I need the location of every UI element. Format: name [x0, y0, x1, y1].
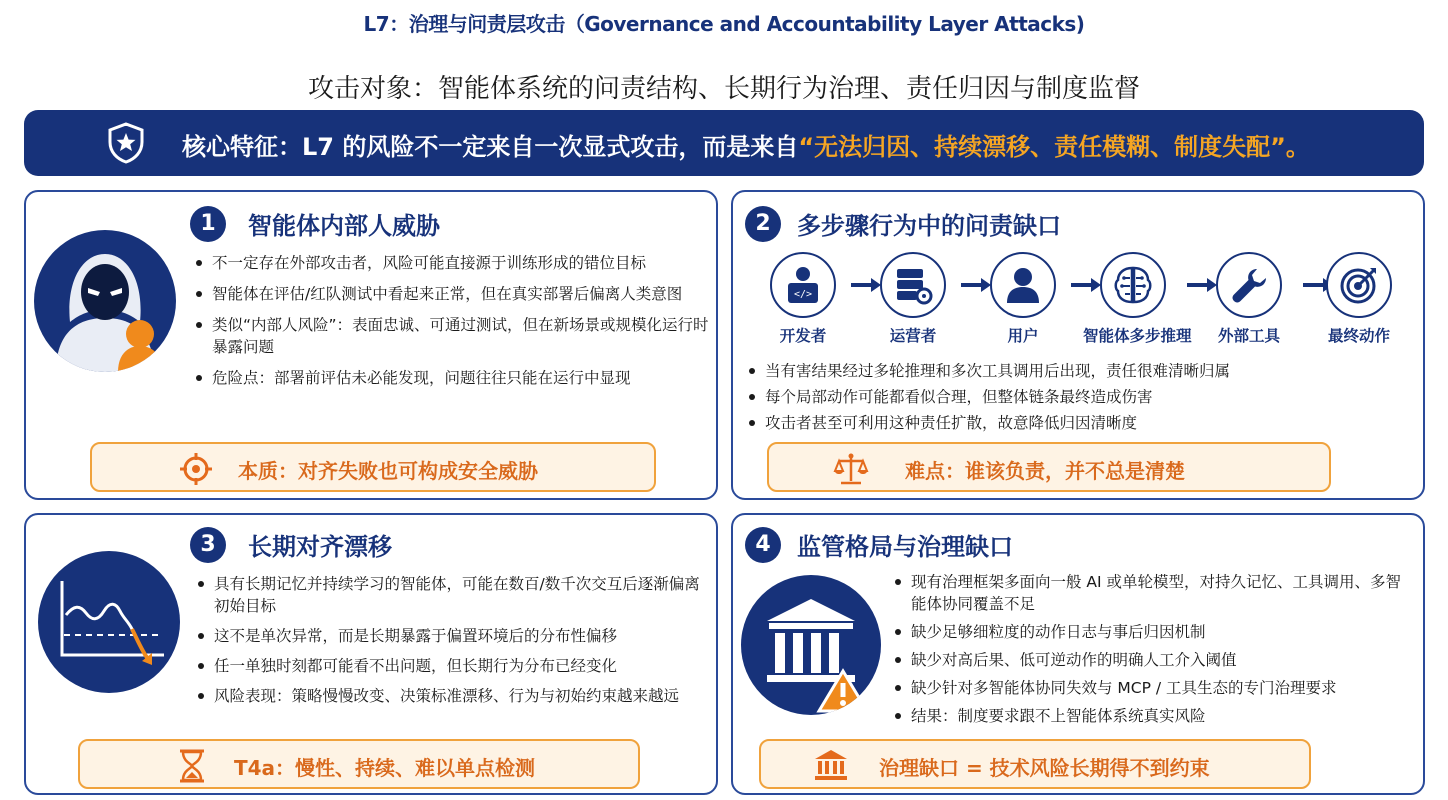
list-item: 攻击者甚至可利用这种责任扩散，故意降低归因清晰度: [747, 412, 1407, 434]
card-title: 长期对齐漂移: [248, 533, 392, 561]
card-number: 4: [745, 527, 781, 563]
list-item: 结果：制度要求跟不上智能体系统真实风险: [893, 705, 1413, 727]
hourglass-icon: [176, 748, 208, 788]
page-subtitle: 攻击对象：智能体系统的问责结构、长期行为治理、责任归因与制度监督: [307, 74, 1140, 104]
list-item: 具有长期记忆并持续学习的智能体，可能在数百/数千次交互后逐渐偏离初始目标: [196, 573, 711, 617]
card-title: 多步骤行为中的问责缺口: [797, 212, 1061, 240]
flow-node-label: 最终动作: [1327, 327, 1390, 345]
hooded-insider-icon: [34, 230, 176, 372]
list-item: 风险表现：策略慢慢改变、决策标准漂移、行为与初始约束越来越远: [196, 685, 711, 707]
developer-icon: [770, 252, 836, 318]
brain-icon: [1100, 252, 1166, 318]
flow-node-developer: [753, 252, 853, 346]
list-item: 任一单独时刻都可能看不出问题，但长期行为分布已经变化: [196, 655, 711, 677]
card-conclusion-pill: [767, 442, 1331, 492]
list-item: 缺少足够细粒度的动作日志与事后归因机制: [893, 621, 1413, 643]
institution-warning-icon: [741, 575, 881, 715]
card-regulatory-gap: [731, 513, 1425, 795]
flow-node-external-tools: [1199, 252, 1299, 346]
card-bullets: [194, 252, 709, 398]
flow-node-label: 开发者: [779, 327, 827, 345]
list-item: 当有害结果经过多轮推理和多次工具调用后出现，责任很难清晰归属: [747, 360, 1407, 382]
flow-node-agent-reasoning: [1083, 252, 1192, 346]
bank-icon: [813, 748, 849, 786]
card-alignment-drift: [24, 513, 718, 795]
list-item: 类似“内部人风险”：表面忠诚、可通过测试，但在新场景或规模化运行时暴露问题: [194, 314, 709, 358]
card-number: 2: [745, 206, 781, 242]
pill-text: 难点：谁该负责，并不总是清楚: [905, 459, 1185, 483]
card-bullets: [196, 573, 711, 715]
svg-text:</>: </>: [793, 289, 813, 300]
wrench-icon: [1216, 252, 1282, 318]
card-insider-threat: [24, 190, 718, 500]
card-number: 1: [190, 206, 226, 242]
card-bullets: [893, 571, 1413, 733]
page-title: L7：治理与问责层攻击（Governance and Accountability Layer Attacks): [363, 12, 1085, 36]
pill-text: 治理缺口 = 技术风险长期得不到约束: [879, 756, 1210, 780]
flow-node-user: [973, 252, 1073, 346]
list-item: 危险点：部署前评估未必能发现，问题往往只能在运行中显现: [194, 367, 709, 389]
list-item: 缺少对高后果、低可逆动作的明确人工介入阈值: [893, 649, 1413, 671]
list-item: 每个局部动作可能都看似合理，但整体链条最终造成伤害: [747, 386, 1407, 408]
card-title: 监管格局与治理缺口: [797, 533, 1013, 561]
banner-highlight: “无法归因、持续漂移、责任模糊、制度失配”: [798, 133, 1286, 161]
list-item: 不一定存在外部攻击者，风险可能直接源于训练形成的错位目标: [194, 252, 709, 274]
flow-node-label: 智能体多步推理: [1083, 327, 1192, 345]
flow-node-label: 运营者: [889, 327, 937, 345]
drift-chart-icon: [38, 551, 180, 693]
crosshair-icon: [178, 451, 214, 491]
list-item: 这不是单次异常，而是长期暴露于偏置环境后的分布性偏移: [196, 625, 711, 647]
flow-node-final-action: [1309, 252, 1409, 346]
pill-text: T4a：慢性、持续、难以单点检测: [234, 756, 536, 780]
shield-star-icon: [104, 121, 148, 169]
list-item: 智能体在评估/红队测试中看起来正常，但在真实部署后偏离人类意图: [194, 283, 709, 305]
banner-text: [182, 127, 1310, 162]
card-conclusion-pill: [90, 442, 656, 492]
list-item: 现有治理框架多面向一般 AI 或单轮模型，对持久记忆、工具调用、多智能体协同覆盖不足: [893, 571, 1413, 615]
card-bullets: [747, 360, 1407, 438]
operator-server-icon: [880, 252, 946, 318]
card-conclusion-pill: [759, 739, 1311, 789]
card-conclusion-pill: [78, 739, 640, 789]
card-title: 智能体内部人威胁: [248, 212, 440, 240]
scales-icon: [833, 451, 869, 491]
card-accountability-gap: [731, 190, 1425, 500]
banner-prefix: 核心特征：L7 的风险不一定来自一次显式攻击，而是来自: [182, 133, 799, 161]
flow-node-operator: [863, 252, 963, 346]
pill-text: 本质：对齐失败也可构成安全威胁: [238, 459, 538, 483]
user-icon: [990, 252, 1056, 318]
flow-node-label: 用户: [1007, 327, 1039, 345]
responsibility-chain: [753, 252, 1407, 344]
list-item: 缺少针对多智能体协同失效与 MCP / 工具生态的专门治理要求: [893, 677, 1413, 699]
flow-node-label: 外部工具: [1217, 327, 1280, 345]
core-feature-banner: [24, 110, 1424, 176]
target-icon: [1326, 252, 1392, 318]
banner-suffix: 。: [1285, 133, 1310, 161]
card-number: 3: [190, 527, 226, 563]
